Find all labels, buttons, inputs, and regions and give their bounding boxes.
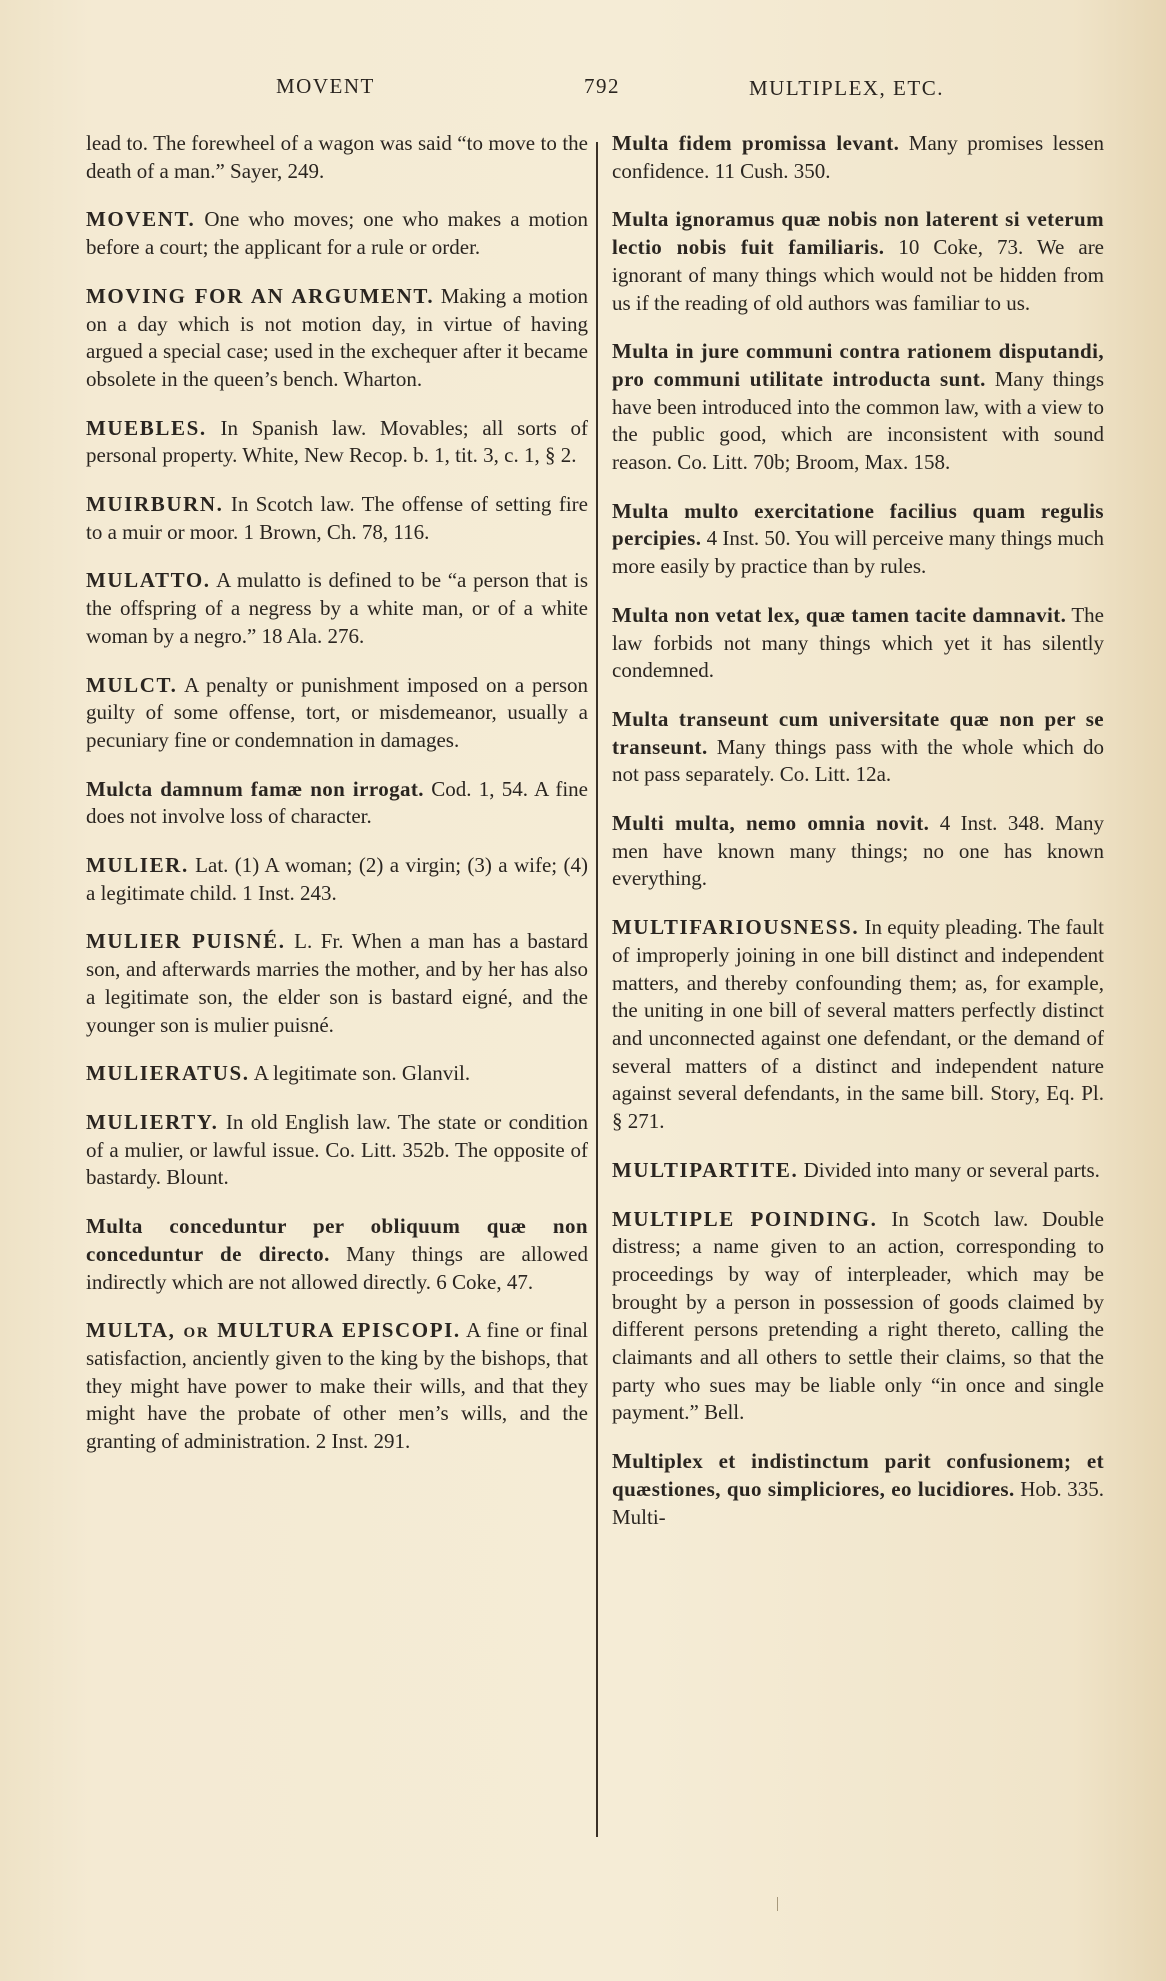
entry-continuation (86, 130, 588, 185)
entry-body: A fine or final satisfaction, anciently given to the king by the bishops, that they might have power to make their wills, and that they might have the probate of other men’s wills, and the granting of administration. 2 Inst. 291. (86, 1318, 588, 1454)
entry-multa-episcopi (86, 1317, 588, 1456)
entry-headword: MUIRBURN. (86, 492, 224, 517)
entry-multifariousness (612, 914, 1104, 1136)
entry-body: lead to. The forewheel of a wagon was said “to move to the death of a man.” Sayer, 249. (86, 131, 588, 183)
entry-headword: MULTIFARIOUSNESS. (612, 915, 860, 940)
right-column (612, 130, 1104, 1552)
entry-headword: MULTIPARTITE. (612, 1157, 799, 1182)
entry-headword: Multa in jure communi contra rationem disputandi, pro communi utilitate introducta sunt. (612, 339, 1104, 391)
entry-multa-transeunt (612, 706, 1104, 789)
entry-body: In Scotch law. The offense of setting fire to a muir or moor. 1 Brown, Ch. 78, 116. (86, 492, 588, 544)
left-column (86, 130, 588, 1477)
entry-headword: MULIERATUS. (86, 1061, 250, 1086)
entry-body: The law forbids not many things which yet it has silently condemned. (612, 602, 1104, 683)
entry-body: 10 Coke, 73. We are ignorant of many things which would not be hidden from us if the reading of old authors was familiar to us. (612, 235, 1105, 315)
entry-multa-multo (612, 498, 1104, 581)
page-header (0, 74, 1166, 110)
entry-mulier (86, 852, 588, 907)
entry-headword: Multa transeunt cum universitate quæ non per se transeunt. (612, 706, 1104, 759)
entry-mulcta-maxim (86, 776, 588, 831)
entry-headword: Multa ignoramus quæ nobis non laterent si veterum lectio nobis fuit familiaris. (612, 207, 1104, 260)
entry-body: Many things are allowed indirectly which are not allowed directly. 6 Coke, 47. (86, 1241, 588, 1294)
entry-mulatto (86, 567, 588, 650)
entry-headword: Multi multa, nemo omnia novit. (612, 811, 930, 836)
entry-body: Many promises lessen confidence. 11 Cush. 350. (612, 131, 1104, 183)
entry-muirburn (86, 491, 588, 546)
entry-headword: MULATTO. (86, 568, 211, 593)
page-number: 792 (584, 74, 620, 98)
entry-body: 4 Inst. 50. You will perceive many things much more easily by practice than by rules. (612, 526, 1104, 579)
entry-mulier-puisne (86, 928, 588, 1039)
entry-headword: MULIER PUISNÉ. (86, 929, 286, 954)
entry-headword: MULCT. (86, 672, 178, 697)
entry-mulierty (86, 1109, 588, 1192)
entry-multiplex (612, 1448, 1104, 1531)
entry-mulieratus (86, 1060, 588, 1088)
entry-body: A penalty or punishment imposed on a person guilty of some offense, tort, or misdemeanor, usually a pecuniary fine or condemnation in damages. (86, 672, 588, 752)
entry-body: In Spanish law. Movables; all sorts of personal property. White, New Recop. b. 1, tit. 3, c. 1, § 2. (86, 415, 588, 468)
entry-body: In equity pleading. The fault of improperly joining in one bill distinct and independent matters, and thereby confounding them; as, for example, the uniting in one bill of several matters perfectly distinct and unconnected against one defendant, or the demand of several matters of a distinct and independent nature against several defendants, in the same bill. Story, Eq. Pl. § 271. (612, 915, 1104, 1134)
entry-body: L. Fr. When a man has a bastard son, and afterwards marries the mother, and by her has also a legitimate son, the elder son is bastard eigné, and the younger son is mulier puisné. (86, 929, 588, 1037)
entry-body: Hob. 335. Multi- (612, 1476, 1105, 1529)
entry-multa-ignoramus (612, 206, 1104, 317)
entry-mulct (86, 672, 588, 755)
entry-body: 4 Inst. 348. Many men have known many things; no one has known everything. (612, 811, 1105, 891)
entry-movent (86, 206, 588, 261)
entry-multipartite (612, 1157, 1104, 1185)
entry-body: Many things pass with the whole which do not pass separately. Co. Litt. 12a. (612, 734, 1104, 787)
entry-headword: MULTA, or MULTURA EPISCOPI. (86, 1318, 461, 1343)
page-tick-mark (777, 1897, 778, 1911)
entry-headword: MUEBLES. (86, 415, 207, 440)
entry-multa-conceduntur (86, 1213, 588, 1296)
entry-multi-multa (612, 810, 1104, 893)
entry-headword: Multa non vetat lex, quæ tamen tacite damnavit. (612, 602, 1067, 627)
entry-headword: Multa conceduntur per obliquum quæ non conceduntur de directo. (86, 1214, 588, 1266)
entry-body: Lat. (1) A woman; (2) a virgin; (3) a wife; (4) a legitimate child. 1 Inst. 243. (86, 853, 588, 905)
entry-headword: MOVING FOR AN ARGUMENT. (86, 283, 435, 308)
entry-body: In old English law. The state or condition of a mulier, or lawful issue. Co. Litt. 352b. The opposite of bastardy. Blount. (86, 1109, 588, 1190)
header-left-guideword: MOVENT (276, 74, 375, 98)
entry-multa-in-jure (612, 338, 1104, 477)
entry-body: One who moves; one who makes a motion before a court; the applicant for a rule or order. (86, 207, 588, 260)
entry-body: Making a motion on a day which is not motion day, in virtue of having argued a special case; used in the exchequer after it became obsolete in the queen’s bench. Wharton. (86, 283, 588, 391)
entry-moving-for-an-argument (86, 283, 588, 394)
entry-body: In Scotch law. Double distress; a name given to an action, corresponding to proceedings by way of interpleader, which may be brought by a person in possession of goods claimed by different persons pretending a right thereto, calling the claimants and all others to settle their claims, so that the party who sues may be liable only “in once and single payment.” Bell. (612, 1206, 1104, 1425)
header-right-guideword: MULTIPLEX, ETC. (749, 76, 944, 100)
entry-body: Cod. 1, 54. A fine does not involve loss of character. (86, 776, 588, 829)
entry-headword: MOVENT. (86, 207, 196, 232)
entry-multa-fidem (612, 130, 1104, 185)
entry-headword: MULIERTY. (86, 1109, 219, 1134)
entry-headword: Multa multo exercitatione facilius quam regulis percipies. (612, 498, 1104, 551)
entry-multa-non-vetat (612, 602, 1104, 685)
entry-headword: Multa fidem promissa levant. (612, 131, 900, 155)
entry-headword: Mulcta damnum famæ non irrogat. (86, 776, 424, 801)
entry-body: Many things have been introduced into the common law, with a view to the public good, which are inconsistent with sound reason. Co. Litt. 70b; Broom, Max. 158. (612, 366, 1104, 475)
entry-muebles (86, 415, 588, 470)
entry-headword: MULTIPLE POINDING. (612, 1206, 878, 1231)
entry-multiple-poinding (612, 1206, 1104, 1428)
column-divider (596, 142, 598, 1837)
entry-body: A legitimate son. Glanvil. (249, 1061, 471, 1086)
entry-body: A mulatto is defined to be “a person that is the offspring of a negress by a white man, or of a white woman by a negro.” 18 Ala. 276. (86, 568, 588, 648)
entry-body: Divided into many or several parts. (798, 1157, 1100, 1182)
entry-headword: Multiplex et indistinctum parit confusionem; et quæstiones, quo simpliciores, eo lucidiores. (612, 1449, 1104, 1501)
entry-headword: MULIER. (86, 853, 189, 878)
